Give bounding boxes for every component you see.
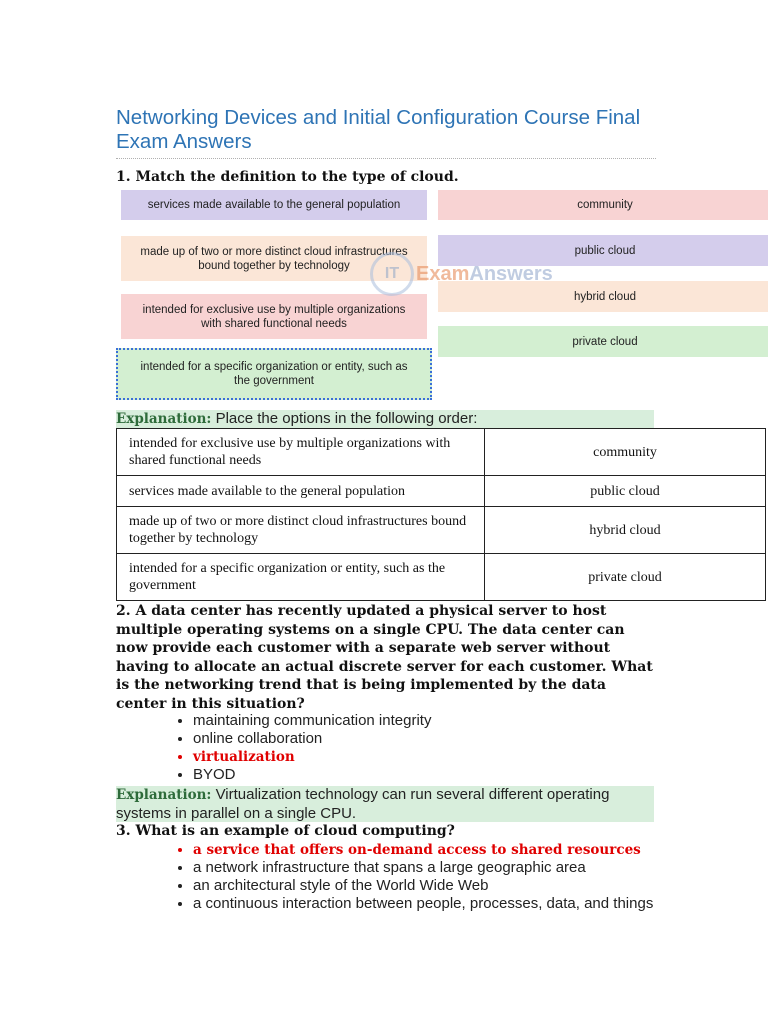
option-item[interactable]: • a continuous interaction between people, processes, data, and things (193, 895, 693, 913)
explanation-1 (116, 410, 654, 428)
table-cell-type: public cloud (485, 476, 766, 507)
it-logo-icon: IT (370, 252, 414, 296)
question-3-options (169, 841, 693, 913)
table-cell-definition: intended for exclusive use by multiple organizations with shared functional needs (117, 429, 485, 476)
option-item[interactable]: • online collaboration (193, 730, 693, 748)
cloud-type-hybrid[interactable]: hybrid cloud (438, 281, 768, 312)
definition-box-2[interactable]: made up of two or more distinct cloud infrastructures bound together by technology (121, 236, 427, 281)
option-item-correct[interactable]: • a service that offers on-demand access to shared resources (193, 841, 693, 859)
option-item[interactable]: • BYOD (193, 766, 693, 784)
page-title: Networking Devices and Initial Configuration Course Final Exam Answers (116, 106, 656, 159)
table-row (117, 507, 766, 554)
cloud-type-community[interactable]: community (438, 190, 768, 220)
definition-box-4[interactable]: intended for a specific organization or entity, such as the government (116, 348, 432, 400)
option-item[interactable]: • an architectural style of the World Wide Web (193, 877, 693, 895)
question-3: 3. What is an example of cloud computing? (116, 823, 455, 839)
table-cell-type: hybrid cloud (485, 507, 766, 554)
table-row (117, 476, 766, 507)
watermark-answers: Answers (469, 262, 553, 285)
table-cell-type: private cloud (485, 554, 766, 601)
definition-box-1[interactable]: services made available to the general population (121, 190, 427, 220)
explanation-label: Explanation: (116, 787, 212, 803)
watermark-exam: Exam (416, 262, 470, 285)
option-item[interactable]: • maintaining communication integrity (193, 712, 693, 730)
question-2: 2. A data center has recently updated a physical server to host multiple operating systems on a single CPU. The data center can now provide each customer with a separate web server without having to allocate an actual discrete server for each customer. What is the networking trend that is being implemented by the data center in this situation? (116, 603, 653, 712)
option-item-correct[interactable]: • virtualization (193, 748, 693, 766)
table-cell-definition: services made available to the general population (117, 476, 485, 507)
table-cell-definition: intended for a specific organization or entity, such as the government (117, 554, 485, 601)
table-row (117, 429, 766, 476)
explanation-label: Explanation: (116, 411, 212, 427)
definition-box-3[interactable]: intended for exclusive use by multiple organizations with shared functional needs (121, 294, 427, 339)
answer-table (116, 428, 766, 601)
explanation-text: Virtualization technology can run several different operating systems in parallel on a single CPU. (116, 786, 610, 822)
question-1: 1. Match the definition to the type of cloud. (116, 169, 459, 185)
option-item[interactable]: • a network infrastructure that spans a large geographic area (193, 859, 693, 877)
cloud-type-public[interactable]: public cloud (438, 235, 768, 266)
explanation-text: Place the options in the following order: (215, 410, 478, 427)
table-cell-type: community (485, 429, 766, 476)
table-cell-definition: made up of two or more distinct cloud infrastructures bound together by technology (117, 507, 485, 554)
question-2-options (169, 712, 693, 784)
cloud-type-private[interactable]: private cloud (438, 326, 768, 357)
table-row (117, 554, 766, 601)
explanation-2 (116, 786, 654, 822)
